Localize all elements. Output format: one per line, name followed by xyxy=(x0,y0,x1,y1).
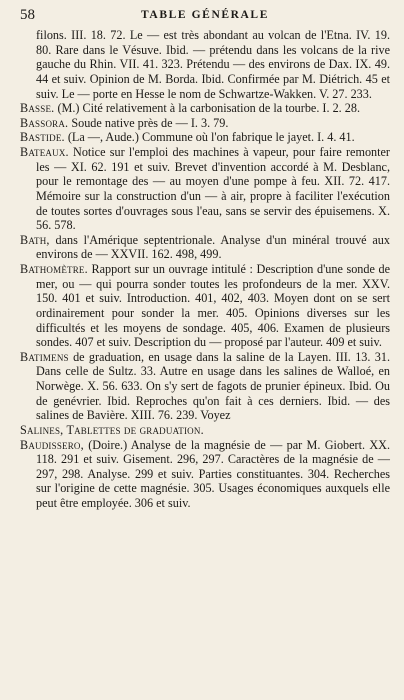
entry-text: filons. III. 18. 72. Le — est très abondant au volcan de l'Etna. IV. 19. 80. Rare dans le Vésuve. Ibid. — prétendu dans les volcans de la rive gauche du Rhin. VII. 41. 323. Prétendu — des environs de Dax. IX. 49. 44 et suiv. Opinion de M. Borda. Ibid. Confirmée par M. Diétrich. 45 et suiv. Le — porte en Hesse le nom de Schwartze-Wakken. V. 27. 233. xyxy=(36,28,390,101)
entry-text: dans l'Amérique septentrionale. Analyse d'un minéral trouvé aux environs de — XXVII. 162. 498, 499. xyxy=(36,232,390,262)
index-entry xyxy=(20,130,390,145)
index-entry xyxy=(20,116,390,131)
index-entry xyxy=(20,438,390,511)
entry-text: Notice sur l'emploi des machines à vapeur, pour faire remonter les — XI. 62. 191 et suiv. Brevet d'invention accordé à M. Desblanc, pour le remontage des — au moyen d'une pompe à feu. XII. 72. 417. Mémoire sur la construction d'un — à air, propre à faciliter l'exécution de toutes sortes d'ouvrages sous l'eau, sans se servir des épuisemens. X. 56. 578. xyxy=(36,145,390,233)
index-entry xyxy=(20,145,390,233)
index-entry xyxy=(20,233,390,262)
page-header xyxy=(20,7,390,27)
entry-headword: Basse. xyxy=(20,101,55,116)
entry-text: (La —, Aude.) Commune où l'on fabrique le jayet. I. 4. 41. xyxy=(64,130,355,145)
index-entries xyxy=(20,28,390,511)
entry-text: de graduation, en usage dans la saline de la Layen. III. 13. 31. Dans celle de Sultz. 33. Autre en usage dans les salines de Walloé, en Norwège. X. 56. 633. On s'y sert de fagots de prunier épineux. Ibid. Ou de genévrier. Ibid. Reproches qu'on fait à ces derniers. Ibid. — des salines de Bavière. XIII. 76. 239. Voyez xyxy=(36,349,390,423)
entry-text: Soude native près de — I. 3. 79. xyxy=(68,115,229,130)
index-cross-reference xyxy=(20,423,390,438)
page-number: 58 xyxy=(20,7,35,23)
entry-headword: Bateaux. xyxy=(20,145,69,159)
entry-headword: Batimens xyxy=(20,349,69,364)
entry-headword: Bath, xyxy=(20,232,50,247)
entry-headword: Baudissero, xyxy=(20,437,84,452)
index-entry xyxy=(20,101,390,116)
entry-headword: Bastide. xyxy=(20,130,65,145)
index-entry xyxy=(20,262,390,350)
entry-text: Rapport sur un ouvrage intitulé : Description d'une sonde de mer, ou — qui pourra sonder toutes les profondeurs de la mer. XXV. 150. 401 et suiv. Introduction. 401, 402, 403. Moyen dont on se sert ordinairement pour sonder la mer. 405. Opinions diverses sur les difficultés et les moyens de sondage. 405, 406. Examen de plusieurs sondes. 407 et suiv. Description du — proposé par l'auteur. 409 et suiv. xyxy=(36,262,390,350)
entry-headword: Bathomètre. xyxy=(20,262,88,276)
entry-headword: Bassora. xyxy=(20,115,69,130)
running-title: TABLE GÉNÉRALE xyxy=(141,9,269,21)
cross-reference-text: Salines, Tablettes de graduation. xyxy=(20,422,204,437)
entry-text: (Doire.) Analyse de la magnésie de — par M. Giobert. XX. 118. 291 et suiv. Gisement. 296, 297. Caractères de la magnésie de — 297, 298. Analyse. 299 et suiv. Parties constituantes. 304. Recherches sur l'origine de cette magnésie. 305. Usages économiques auxquels elle peut être employée. 306 et suiv. xyxy=(36,437,390,510)
entry-text: (M.) Cité relativement à la carbonisation de la tourbe. I. 2. 28. xyxy=(54,101,360,116)
index-entry-continuation xyxy=(20,28,390,101)
index-entry xyxy=(20,350,390,423)
